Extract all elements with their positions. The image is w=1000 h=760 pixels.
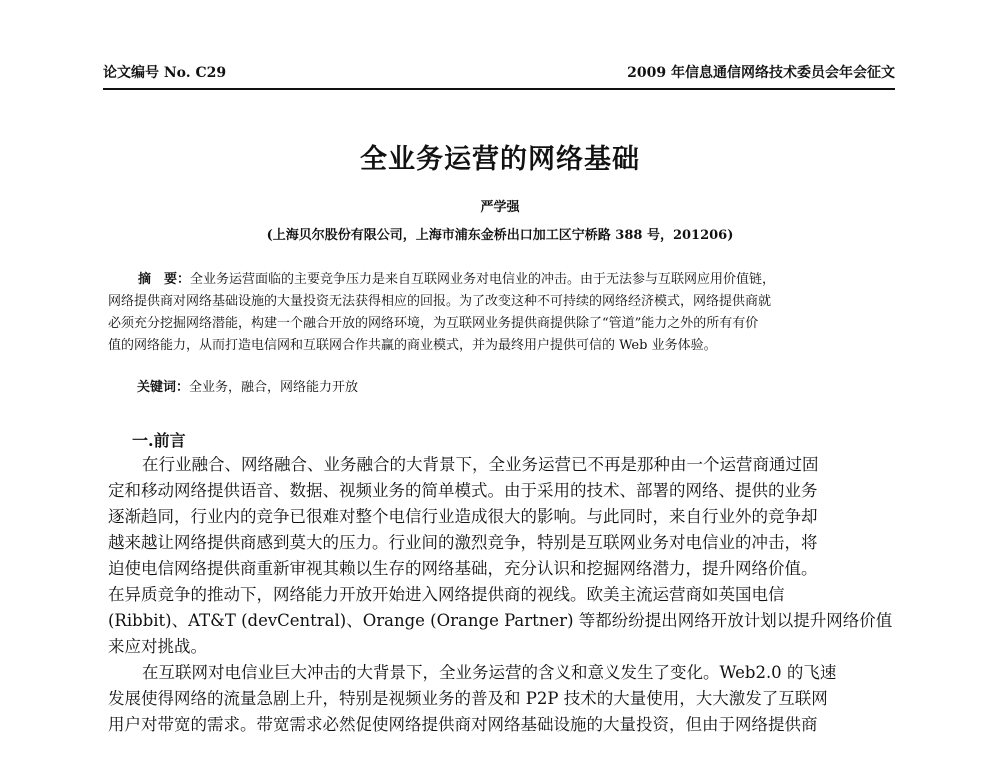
conference-name: 2009 年信息通信网络技术委员会年会征文: [627, 65, 895, 81]
paper-number: 论文编号 No. C29: [103, 65, 227, 81]
body-line: (Ribbit)、AT&T (devCentral)、Orange (Orange Partner) 等都纷纷提出网络开放计划以提升网络价值: [108, 611, 893, 630]
abstract-label: 摘 要：: [138, 272, 191, 287]
section-body: [108, 452, 898, 738]
body-line: 用户对带宽的需求。带宽需求必然促使网络提供商对网络基础设施的大量投资，但由于网络提供商: [108, 715, 818, 734]
abstract-line: 必须充分挖掘网络潜能，构建一个融合开放的网络环境，为互联网业务提供商提供除了“管道”能力之外的所有有价: [108, 316, 759, 331]
body-line: 定和移动网络提供语音、数据、视频业务的简单模式。由于采用的技术、部署的网络、提供的业务: [108, 481, 818, 500]
author-affiliation: (上海贝尔股份有限公司，上海市浦东金桥出口加工区宁桥路 388 号，201206): [266, 228, 734, 243]
body-line: 发展使得网络的流量急剧上升，特别是视频业务的普及和 P2P 技术的大量使用，大大激发了互联网: [108, 689, 828, 708]
header-divider: [103, 88, 895, 90]
body-line: 越来越让网络提供商感到莫大的压力。行业间的激烈竞争，特别是互联网业务对电信业的冲击，将: [108, 533, 818, 552]
abstract-text: 全业务运营面临的主要竞争压力是来自互联网业务对电信业的冲击。由于无法参与互联网应用价值链，: [190, 272, 776, 287]
body-line: 来应对挑战。: [108, 637, 207, 656]
body-line: 在互联网对电信业巨大冲击的大背景下，全业务运营的含义和意义发生了变化。Web2.0 的飞速: [142, 663, 837, 682]
abstract-line: 网络提供商对网络基础设施的大量投资无法获得相应的回报。为了改变这种不可持续的网络经济模式，网络提供商就: [108, 294, 772, 309]
abstract-line: 值的网络能力，从而打造电信网和互联网合作共赢的商业模式，并为最终用户提供可信的 Web 业务体验。: [108, 338, 717, 353]
body-line: 在行业融合、网络融合、业务融合的大背景下，全业务运营已不再是那种由一个运营商通过固: [142, 455, 819, 474]
section-heading: 一.前言: [132, 431, 186, 450]
abstract-line: [108, 269, 898, 291]
paper-title: 全业务运营的网络基础: [360, 144, 640, 175]
author-name: 严学强: [480, 200, 520, 215]
page-header: [103, 62, 895, 88]
body-line: 迫使电信网络提供商重新审视其赖以生存的网络基础，充分认识和挖掘网络潜力，提升网络价值。: [108, 559, 818, 578]
abstract: [108, 269, 898, 357]
body-line: 逐渐趋同，行业内的竞争已很难对整个电信行业造成很大的影响。与此同时，来自行业外的竞争却: [108, 507, 818, 526]
keywords-label: 关键词：: [137, 380, 190, 395]
keywords-text: 全业务，融合，网络能力开放: [189, 380, 359, 395]
keywords: [137, 376, 358, 395]
body-line: 在异质竞争的推动下，网络能力开放开始进入网络提供商的视线。欧美主流运营商如英国电信: [108, 585, 785, 604]
